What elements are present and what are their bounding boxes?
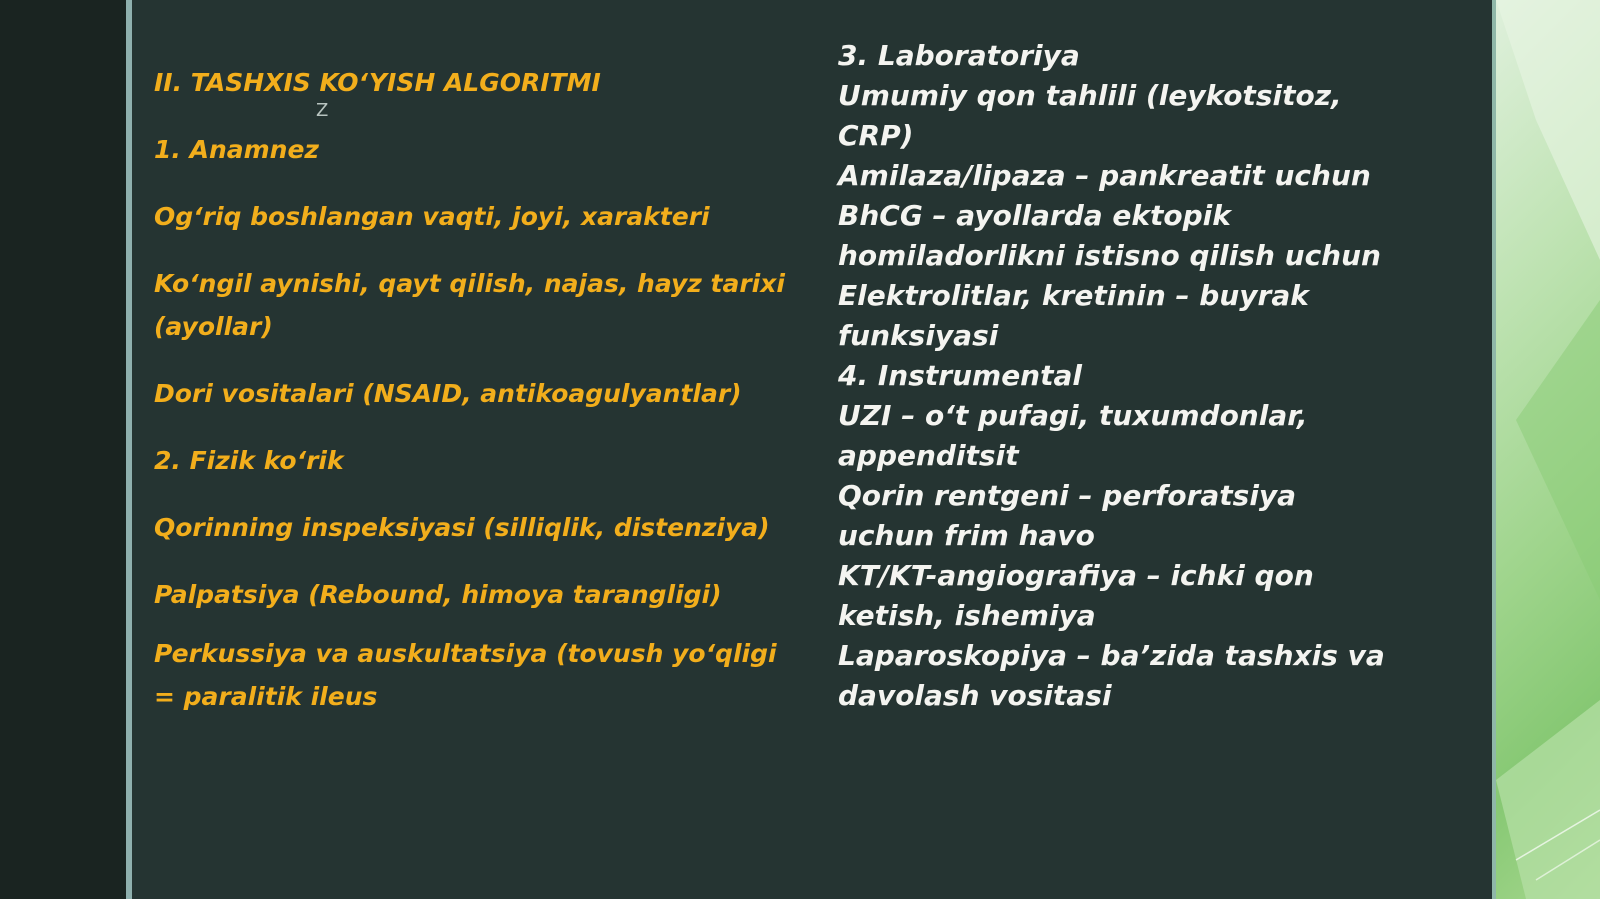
right-line-laparoscopy: Laparoskopiya – ba’zida tashxis va davolash vositasi xyxy=(838,639,1385,712)
right-line-amylase: Amilaza/lipaza – pankreatit uchun xyxy=(838,159,1371,192)
left-margin xyxy=(0,0,126,899)
right-line-electrolytes: Elektrolitlar, kretinin – buyrak funksiyasi xyxy=(838,279,1309,352)
left-item-drugs: Dori vositalari (NSAID, antikoagulyantlar) xyxy=(154,379,742,408)
left-item-physical-exam: 2. Fizik ko‘rik xyxy=(154,446,344,475)
right-column xyxy=(838,36,1398,716)
section-title: II. TASHXIS KO‘YISH ALGORITMI xyxy=(154,68,601,97)
z-mark: Z xyxy=(316,100,329,121)
right-line-laboratory: 3. Laboratoriya xyxy=(838,39,1080,72)
right-line-instrumental: 4. Instrumental xyxy=(838,359,1082,392)
left-item-percussion: Perkussiya va auskultatsiya (tovush yo‘qligi = paralitik ileus xyxy=(154,639,777,711)
right-line-ct: KT/KT-angiografiya – ichki qon ketish, ishemiya xyxy=(838,559,1314,632)
left-item-anamnez: 1. Anamnez xyxy=(154,135,319,164)
left-item-nausea: Ko‘ngil aynishi, qayt qilish, najas, hayz tarixi (ayollar) xyxy=(154,269,785,341)
left-column xyxy=(154,62,804,718)
decor-shapes xyxy=(1496,0,1600,899)
left-item-palpation: Palpatsiya (Rebound, himoya tarangligi) xyxy=(154,580,722,609)
green-decor-panel xyxy=(1496,0,1600,899)
left-item-pain: Og‘riq boshlangan vaqti, joyi, xarakteri xyxy=(154,202,710,231)
right-line-xray: Qorin rentgeni – perforatsiya uchun frim havo xyxy=(838,479,1297,552)
right-line-ultrasound: UZI – o‘t pufagi, tuxumdonlar, appenditsit xyxy=(838,399,1308,472)
left-item-inspection: Qorinning inspeksiyasi (silliqlik, distenziya) xyxy=(154,513,770,542)
right-line-blood-test: Umumiy qon tahlili (leykotsitoz, CRP) xyxy=(838,79,1342,152)
right-line-bhcg: BhCG – ayollarda ektopik homiladorlikni istisno qilish uchun xyxy=(838,199,1381,272)
